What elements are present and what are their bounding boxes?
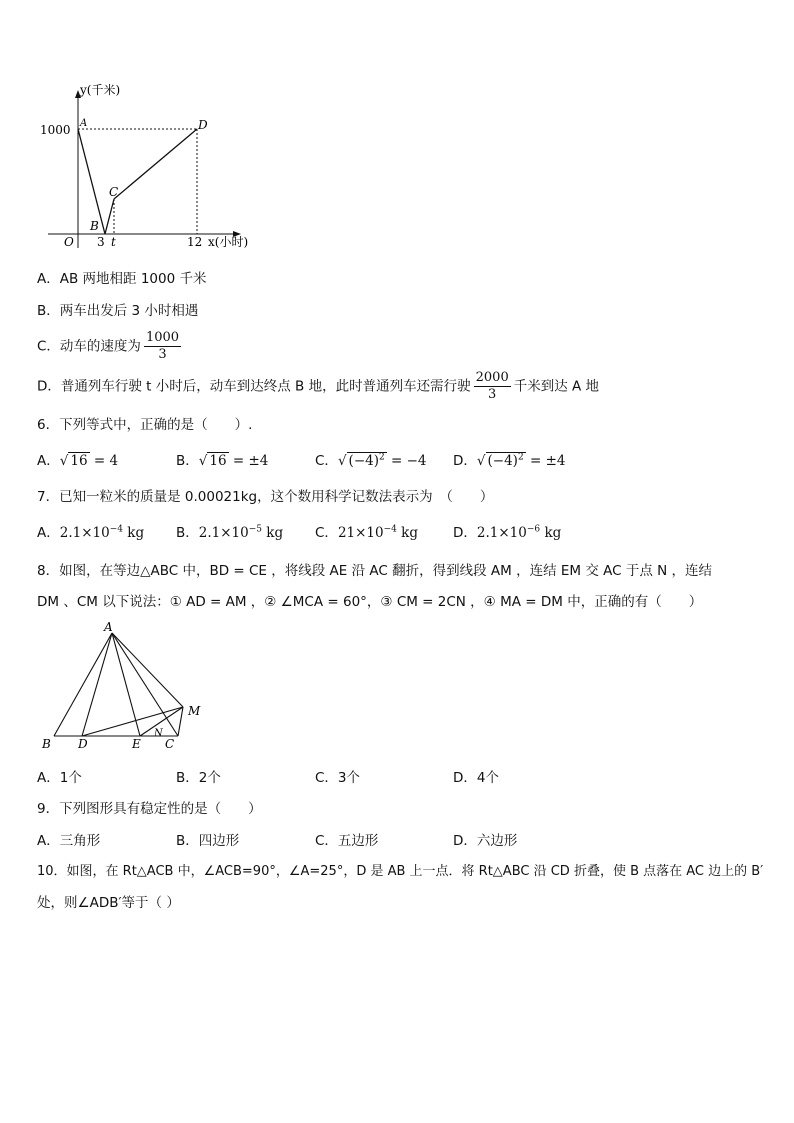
segment-ab <box>54 633 112 736</box>
q9-option-d: D．六边形 <box>453 833 518 849</box>
q8-option-b: B．2个 <box>176 770 221 786</box>
y-tick-1000: 1000 <box>40 123 71 137</box>
label-b: B <box>42 737 51 751</box>
q9-option-b: B．四边形 <box>176 833 240 849</box>
q7-option-b: B．$2.1\times 10^{-5}$ kg <box>176 524 284 541</box>
q5-option-d-text2: 千米到达 A 地 <box>513 378 600 395</box>
q5-option-d <box>37 370 599 403</box>
label-m: M <box>188 704 201 718</box>
q8-option-a: A．1个 <box>37 770 82 786</box>
q6-option-c <box>315 452 427 470</box>
q6-option-b <box>176 452 268 470</box>
q5-option-c <box>37 330 184 363</box>
point-b-label: B <box>90 219 99 233</box>
label-c: C <box>165 737 175 751</box>
q6-option-d-label: D． <box>453 453 477 469</box>
segment-ad <box>82 633 112 736</box>
x-tick-t: t <box>111 235 116 249</box>
q5-option-a: A．AB 两地相距 1000 千米 <box>37 271 207 287</box>
q6-option-d-exponent: 2 <box>517 452 524 463</box>
q5-option-d-numerator: 2000 <box>475 370 509 385</box>
q8-stem-line2: DM 、CM 以下说法：① AD = AM ，② ∠MCA = 60°，③ CM = 2CN ，④ MA = DM 中，正确的有（ ） <box>37 594 703 610</box>
q9-option-a: A．三角形 <box>37 833 101 849</box>
sqrt-sign: √ <box>476 453 486 469</box>
q7-stem: 7．已知一粒米的质量是 0.00021kg，这个数用科学记数法表示为 （ ） <box>37 489 494 505</box>
q6-option-b-radicand: 16 <box>209 453 227 469</box>
x-tick-3: 3 <box>97 235 105 249</box>
q6-option-c-exponent: 2 <box>378 452 385 463</box>
q8-stem-line1: 8．如图，在等边△ABC 中，BD = CE ，将线段 AE 沿 AC 翻折，得到线段 AM ，连结 EM 交 AC 于点 N ，连结 <box>37 563 713 579</box>
q6-option-a-rest: = 4 <box>89 453 119 469</box>
q7-option-d-value: $2.1\times 10^{-6}$ kg <box>476 524 562 541</box>
triangle-figure <box>36 618 216 754</box>
q9-option-c: C．五边形 <box>315 833 379 849</box>
segment-cm <box>178 707 183 736</box>
q6-option-c-rest: = −4 <box>386 453 427 469</box>
x-axis-label: x(小时) <box>208 235 249 249</box>
q5-option-c-denominator: 3 <box>158 347 167 362</box>
point-c-label: C <box>109 185 119 199</box>
q6-option-a-label: A． <box>37 453 60 469</box>
q7-option-d: D．$2.1\times 10^{-6}$ kg <box>453 524 562 541</box>
q8-option-c: C．3个 <box>315 770 361 786</box>
q10-stem-line2: 处，则∠ADB′等于（ ） <box>37 895 180 911</box>
q6-option-d <box>453 452 565 470</box>
sqrt-sign: √ <box>337 453 347 469</box>
q6-option-d-rest: = ±4 <box>525 453 566 469</box>
q5-option-c-numerator: 1000 <box>145 330 180 345</box>
sqrt-sign: √ <box>59 453 69 469</box>
origin-label: O <box>64 235 74 249</box>
segment-cd <box>114 129 197 199</box>
label-n: N <box>154 728 163 739</box>
q7-option-c: C．$21\times 10^{-4}$ kg <box>315 524 419 541</box>
q5-option-c-fraction <box>144 330 181 363</box>
label-a: A <box>104 620 113 634</box>
q5-option-d-fraction <box>474 370 511 403</box>
q6-stem: 6．下列等式中，正确的是（ ）. <box>37 417 253 433</box>
sqrt-sign: √ <box>198 453 208 469</box>
q6-option-a-radicand: 16 <box>70 453 88 469</box>
q8-option-d: D．4个 <box>453 770 499 786</box>
label-e: E <box>132 737 141 751</box>
q6-option-c-label: C． <box>315 453 338 469</box>
q7-option-c-value: $21\times 10^{-4}$ kg <box>337 524 419 541</box>
segment-am <box>112 633 183 707</box>
q6-option-b-label: B． <box>176 453 199 469</box>
q7-option-a-value: $2.1\times 10^{-4}$ kg <box>59 524 145 541</box>
segment-ac <box>112 633 178 736</box>
q6-option-a <box>37 452 118 470</box>
point-d-label: D <box>198 118 208 132</box>
y-axis-label: y(千米) <box>80 83 121 97</box>
q7-option-b-value: $2.1\times 10^{-5}$ kg <box>198 524 284 541</box>
q6-option-c-radicand: $(-4)^2$ <box>348 452 385 469</box>
point-a-label: A <box>80 118 88 129</box>
q7-option-a: A．$2.1\times 10^{-4}$ kg <box>37 524 145 541</box>
q5-option-b: B．两车出发后 3 小时相遇 <box>37 303 199 319</box>
q5-option-d-denominator: 3 <box>488 387 497 402</box>
segment-bc <box>105 199 114 234</box>
q5-option-c-text: C．动车的速度为 <box>37 338 141 355</box>
distance-time-graph <box>36 80 266 255</box>
segment-dm <box>82 707 183 736</box>
x-tick-12: 12 <box>187 235 203 249</box>
q6-option-d-radicand: $(-4)^2$ <box>487 452 524 469</box>
q9-stem: 9．下列图形具有稳定性的是（ ） <box>37 801 262 817</box>
q5-option-d-text1: D．普通列车行驶 t 小时后，动车到达终点 B 地，此时普通列车还需行驶 <box>37 378 471 395</box>
q6-option-b-rest: = ±4 <box>228 453 269 469</box>
label-d: D <box>78 737 88 751</box>
q10-stem-line1: 10．如图，在 Rt△ACB 中，∠ACB=90°，∠A=25°，D 是 AB 上一点．将 Rt△ABC 沿 CD 折叠，使 B 点落在 AC 边上的 B′ <box>37 864 764 879</box>
